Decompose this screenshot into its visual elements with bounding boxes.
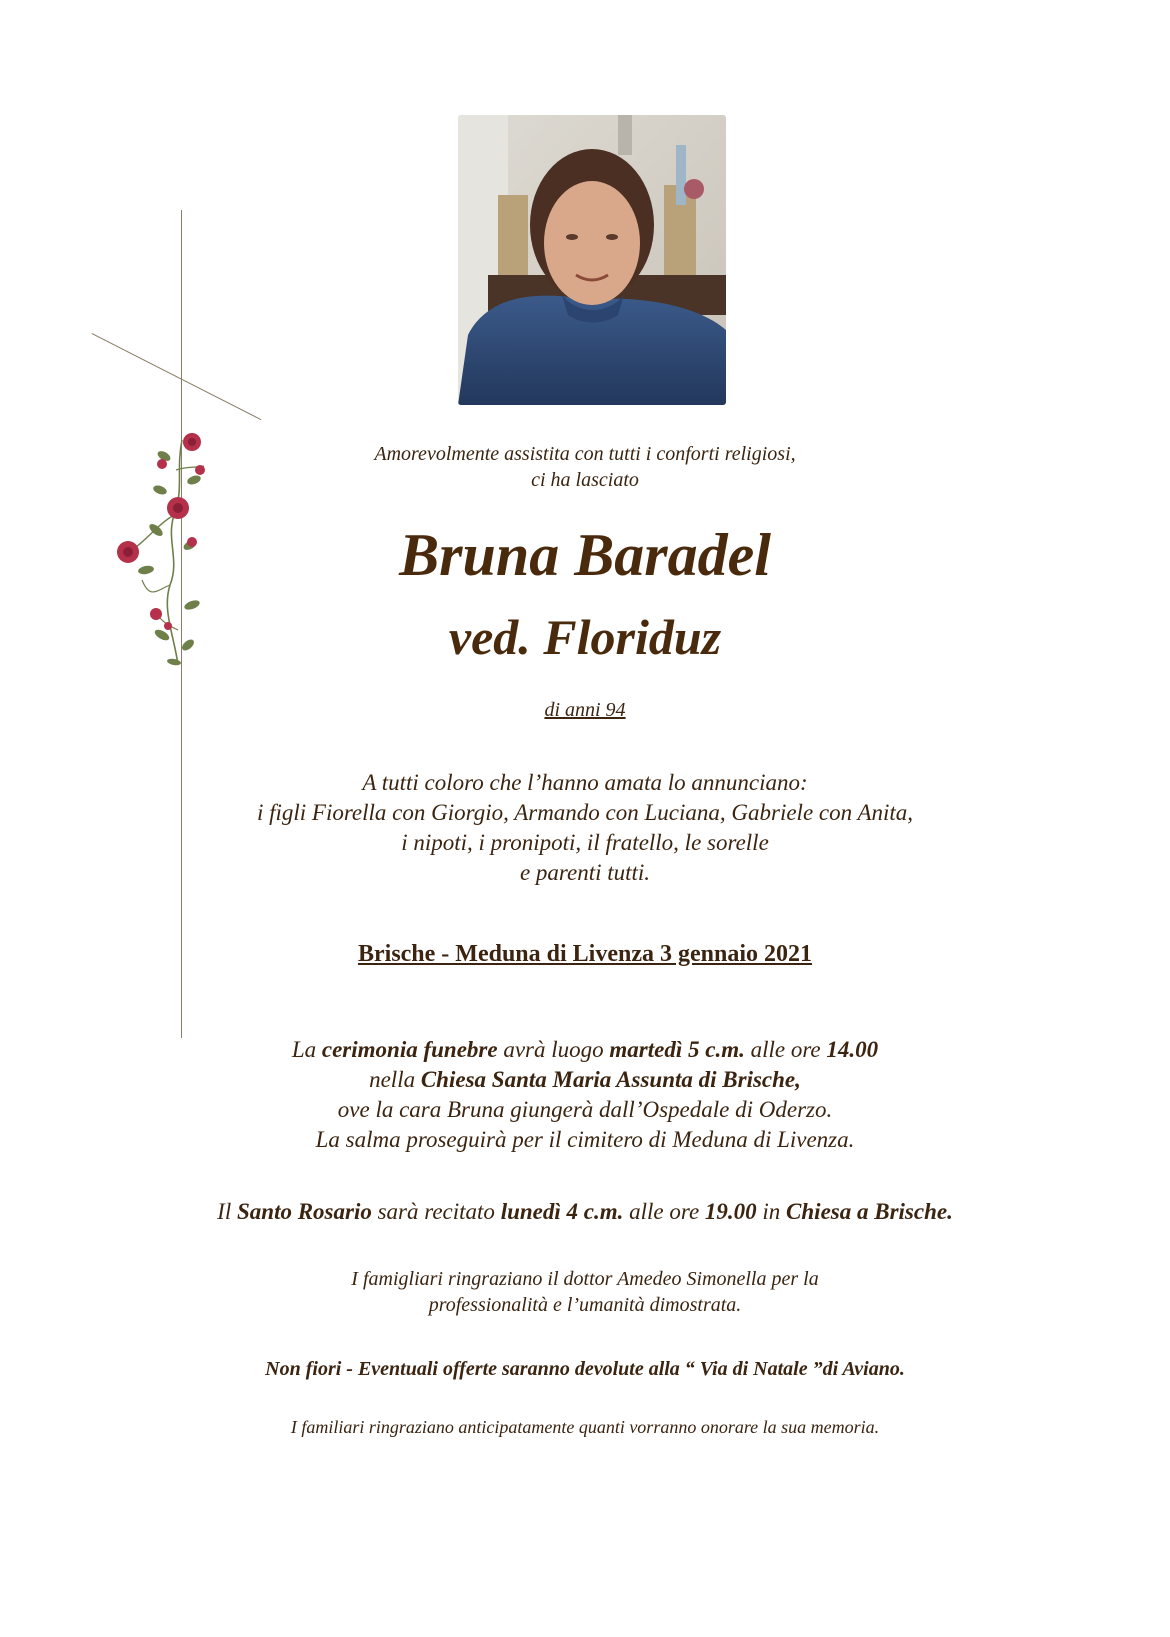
rosary-text: sarà recitato [371,1199,501,1224]
announcement [0,768,1170,888]
announcement-line-4: e parenti tutti. [519,860,651,885]
deceased-name: Bruna Baradel [399,522,771,588]
ceremony-line-1 [0,1035,1170,1065]
cross-horizontal-line [92,333,262,420]
intro-line-2: ci ha lasciato [531,469,639,491]
ceremony-label: cerimonia funebre [321,1037,498,1062]
rosary-text: Il [217,1199,237,1224]
intro-line-1: Amorevolmente assistita con tutti i conforti religiosi, [374,443,796,465]
portrait-photo [458,115,726,405]
announcement-line-3: i nipoti, i pronipoti, il fratello, le sorelle [401,830,769,855]
ceremony-text: alle ore [744,1037,827,1062]
portrait-photo-icon [458,115,726,405]
thanks-doctor-line-1: I famigliari ringraziano il dottor Amedeo Simonella per la [351,1268,819,1290]
rosary-day: lunedì 4 c.m. [500,1199,624,1224]
ceremony-time: 14.00 [826,1037,879,1062]
announcement-line-2: i figli Fiorella con Giorgio, Armando con Luciana, Gabriele con Anita, [256,800,914,825]
ceremony-line-3: ove la cara Bruna giungerà dall’Ospedale di Oderzo. [337,1097,833,1122]
thanks-doctor-line-2: professionalità e l’umanità dimostrata. [428,1294,742,1316]
rosary-info [0,1197,1170,1227]
ceremony-text: La [291,1037,322,1062]
ceremony-line-2 [0,1065,1170,1095]
rosary-time: 19.00 [704,1199,757,1224]
ceremony-church: Chiesa Santa Maria Assunta di Brische, [420,1067,801,1092]
place-date: Brische - Meduna di Livenza 3 gennaio 2021 [357,941,813,967]
thanks-doctor [0,1266,1170,1318]
ceremony-text: avrà luogo [497,1037,610,1062]
rosary-text: alle ore [623,1199,705,1224]
ceremony-text: nella [369,1067,421,1092]
ceremony-day: martedì 5 c.m. [609,1037,745,1062]
rosary-text: in [756,1199,787,1224]
ceremony-info [0,1035,1170,1155]
rosary-label: Santo Rosario [236,1199,372,1224]
announcement-line-1: A tutti coloro che l’hanno amata lo annunciano: [362,770,808,795]
ceremony-line-4: La salma proseguirà per il cimitero di Meduna di Livenza. [315,1127,855,1152]
intro-text [0,441,1170,493]
deceased-age: di anni 94 [544,699,626,721]
deceased-married-name: ved. Floriduz [448,609,722,665]
flowers-note: Non fiori - Eventuali offerte saranno devolute alla “ Via di Natale ”di Aviano. [265,1358,905,1380]
thanks-all: I familiari ringraziano anticipatamente quanti vorranno onorare la sua memoria. [290,1417,880,1437]
rosary-place: Chiesa a Brische. [786,1199,953,1224]
